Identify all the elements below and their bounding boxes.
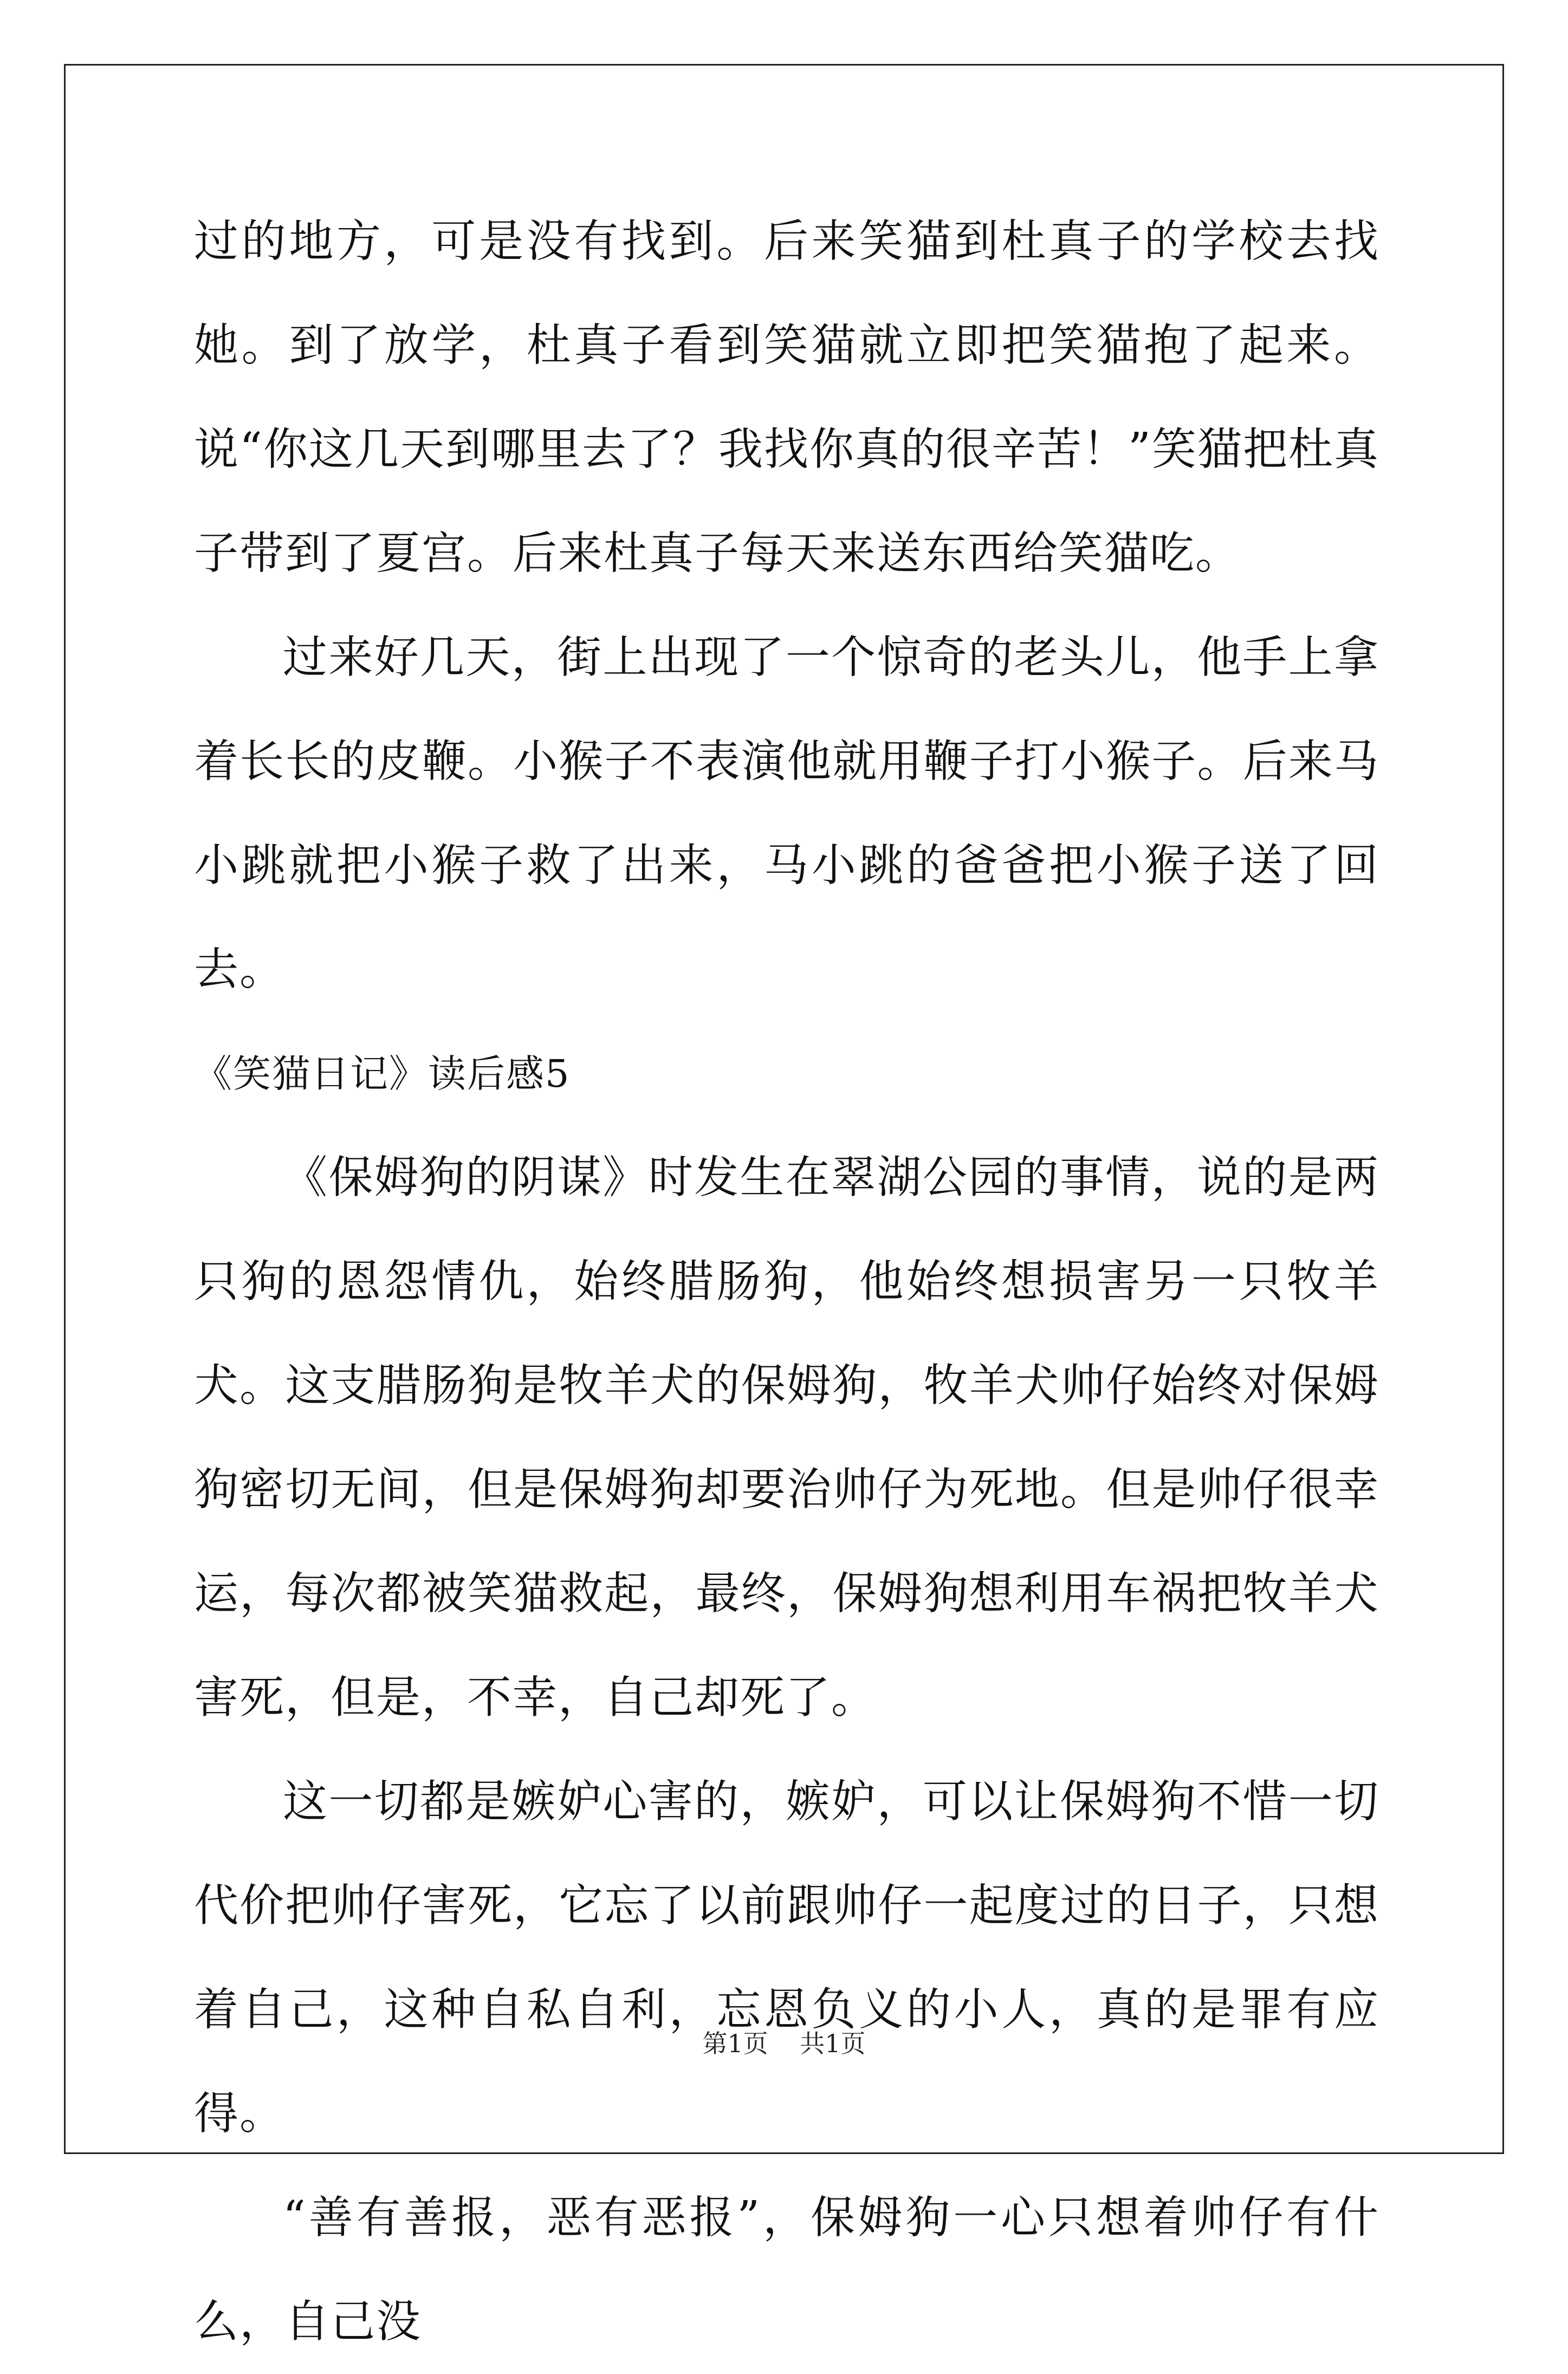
paragraph-monkey: 过来好几天，街上出现了一个惊奇的老头儿，他手上拿着长长的皮鞭。小猴子不表演他就用鞭子打小猴子。后来马小跳就把小猴子救了出来，马小跳的爸爸把小猴子送了回去。 (194, 632, 1379, 995)
paragraph-nanny-dog: 《保姆狗的阴谋》时发生在翠湖公园的事情，说的是两只狗的恩怨情仇，始终腊肠狗，他始终想损害另一只牧羊犬。这支腊肠狗是牧羊犬的保姆狗，牧羊犬帅仔始终对保姆狗密切无间，但是保姆狗却要治帅仔为死地。但是帅仔很幸运，每次都被笑猫救起，最终，保姆狗想利用车祸把牧羊犬害死，但是，不幸，自己却死了。 (194, 1152, 1379, 1723)
section-heading: 《笑猫日记》读后感5 (194, 1052, 571, 1096)
page-footer (0, 2027, 1568, 2060)
paragraph-jealousy: 这一切都是嫉妒心害的，嫉妒，可以让保姆狗不惜一切代价把帅仔害死，它忘了以前跟帅仔一起度过的日子，只想着自己，这种自私自利，忘恩负义的小人，真的是罪有应得。 (194, 1776, 1379, 2139)
page-number: 第1页 (702, 2029, 768, 2058)
page-total: 共1页 (800, 2029, 866, 2058)
footer-gap (768, 2029, 800, 2058)
paragraph-continuation: 过的地方，可是没有找到。后来笑猫到杜真子的学校去找她。到了放学，杜真子看到笑猫就立即把笑猫抱了起来。说“你这几天到哪里去了？我找你真的很辛苦！”笑猫把杜真子带到了夏宫。后来杜真子每天来送东西给笑猫吃。 (194, 216, 1379, 579)
paragraph-karma: “善有善报，恶有恶报”，保姆狗一心只想着帅仔有什么，自己没 (194, 2192, 1379, 2347)
